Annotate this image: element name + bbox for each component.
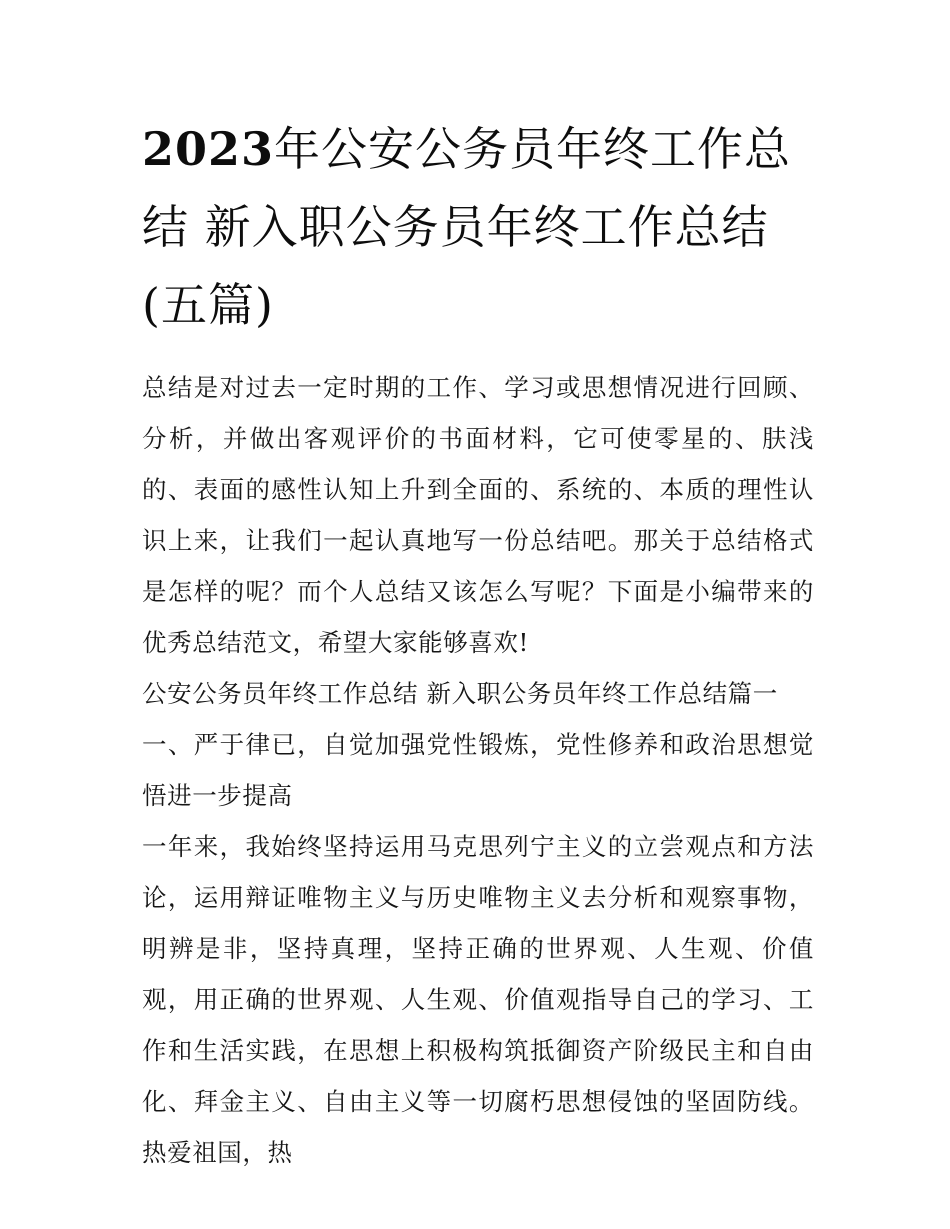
intro-paragraph: 总结是对过去一定时期的工作、学习或思想情况进行回顾、分析，并做出客观评价的书面材料，它可使零星的、肤浅的、表面的感性认知上升到全面的、系统的、本质的理性认识上来，让我们一起认真地写一份总结吧。那关于总结格式是怎样的呢？而个人总结又该怎么写呢？下面是小编带来的优秀总结范文，希望大家能够喜欢!	[142, 373, 814, 657]
title-year: 2023	[142, 122, 275, 176]
section-heading: 公安公务员年终工作总结 新入职公务员年终工作总结篇一	[142, 679, 778, 708]
body-paragraph: 一年来，我始终坚持运用马克思列宁主义的立尝观点和方法论，运用辩证唯物主义与历史唯物主义去分析和观察事物，明辨是非，坚持真理，坚持正确的世界观、人生观、价值观，用正确的世界观、人生观、价值观指导自己的学习、工作和生活实践，在思想上积极构筑抵御资产阶级民主和自由化、拜金主义、自由主义等一切腐朽思想侵蚀的坚固防线。热爱祖国，热	[142, 832, 814, 1167]
title-text: 年公安公务员年终工作总结 新入职公务员年终工作总结(五篇)	[142, 122, 792, 332]
subsection-heading: 一、严于律已，自觉加强党性锻炼，党性修养和政治思想觉悟进一步提高	[142, 730, 814, 810]
document-title	[142, 110, 814, 344]
document-body	[142, 362, 814, 1178]
document-content	[142, 110, 814, 1178]
